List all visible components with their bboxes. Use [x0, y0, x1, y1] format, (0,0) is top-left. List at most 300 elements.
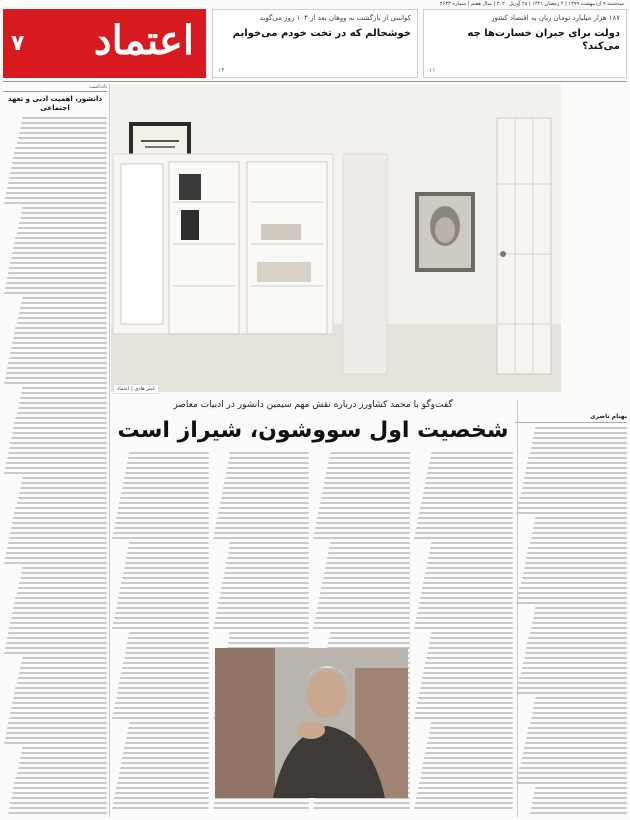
text-line	[317, 517, 410, 519]
text-line	[218, 512, 309, 514]
text-line	[421, 502, 513, 504]
text-line	[328, 642, 410, 644]
header-rule	[3, 81, 627, 82]
text-line	[113, 532, 209, 534]
text-line	[124, 657, 209, 659]
text-line	[11, 167, 107, 169]
text-line	[9, 627, 107, 629]
text-line	[14, 422, 107, 424]
text-line	[14, 242, 107, 244]
text-line	[20, 127, 107, 129]
text-line	[416, 707, 513, 709]
text-line	[531, 447, 627, 449]
text-line	[425, 482, 513, 484]
text-line	[22, 567, 107, 569]
text-line	[314, 532, 410, 534]
text-line	[528, 727, 627, 729]
text-line	[225, 477, 309, 479]
text-line	[525, 742, 627, 744]
text-line	[17, 772, 107, 774]
text-line	[229, 457, 310, 459]
text-line	[20, 217, 107, 219]
text-line	[423, 672, 513, 674]
interview-photo	[215, 648, 408, 798]
text-line	[8, 812, 107, 814]
text-line	[18, 587, 107, 589]
text-line	[533, 797, 627, 799]
text-line	[425, 662, 513, 664]
text-line	[532, 712, 627, 714]
text-line	[518, 772, 627, 774]
text-line	[428, 467, 513, 469]
text-line	[6, 192, 107, 194]
text-line	[21, 302, 107, 304]
text-line	[213, 537, 309, 539]
text-column	[413, 452, 513, 817]
text-line	[425, 572, 513, 574]
text-line	[128, 547, 209, 549]
text-line	[427, 652, 513, 654]
text-line	[525, 562, 627, 564]
text-line	[528, 457, 627, 459]
text-line	[527, 462, 627, 464]
text-line	[323, 577, 410, 579]
text-line	[329, 547, 410, 549]
text-line	[17, 592, 107, 594]
text-line	[123, 752, 209, 754]
text-line	[430, 637, 513, 639]
text-line	[7, 187, 107, 189]
text-line	[321, 497, 410, 499]
text-line	[424, 577, 513, 579]
text-line	[526, 467, 627, 469]
text-line	[115, 612, 209, 614]
text-line	[415, 532, 513, 534]
text-line	[421, 592, 513, 594]
text-line	[524, 567, 627, 569]
text-line	[428, 557, 513, 559]
text-line	[422, 497, 513, 499]
text-line	[327, 467, 410, 469]
author-name: بهنام ناصری	[515, 413, 627, 423]
text-line	[429, 642, 513, 644]
text-line	[127, 642, 209, 644]
text-line	[18, 317, 107, 319]
text-line	[216, 522, 309, 524]
teaser-page: ۱۱	[429, 67, 436, 74]
teaser-kicker: ۱۸۷ هزار میلیارد تومان زیان به اقتصاد کشور	[491, 14, 620, 22]
text-line	[115, 792, 209, 794]
text-line	[419, 692, 513, 694]
text-line	[125, 742, 209, 744]
text-line	[17, 682, 107, 684]
column-divider	[109, 84, 110, 817]
text-line	[117, 512, 209, 514]
text-line	[120, 677, 209, 679]
text-line	[530, 452, 627, 454]
text-line	[115, 522, 209, 524]
text-line	[19, 762, 107, 764]
text-line	[119, 502, 209, 504]
text-line	[12, 162, 107, 164]
text-line	[11, 437, 107, 439]
text-line	[324, 572, 410, 574]
text-line	[421, 772, 513, 774]
text-line	[221, 587, 309, 589]
teaser-kicker: کواسی از بازگشت به ووهان بعد از ۱۰۴ روز می‌گوید	[259, 14, 411, 22]
text-line	[419, 782, 513, 784]
text-line	[219, 507, 309, 509]
text-line	[122, 577, 209, 579]
text-line	[417, 792, 513, 794]
text-line	[428, 737, 513, 739]
text-line	[20, 307, 107, 309]
text-line	[522, 757, 627, 759]
text-line	[313, 627, 410, 629]
text-line	[127, 462, 209, 464]
text-line	[223, 487, 309, 489]
text-line	[119, 772, 209, 774]
text-line	[220, 592, 309, 594]
text-line	[516, 602, 627, 604]
text-line	[9, 537, 107, 539]
text-line	[530, 542, 627, 544]
text-line	[120, 587, 209, 589]
text-line	[124, 477, 209, 479]
text-line	[326, 472, 410, 474]
text-line	[427, 742, 513, 744]
text-line	[327, 557, 410, 559]
text-line	[14, 782, 107, 784]
text-line	[10, 172, 107, 174]
text-line	[423, 582, 513, 584]
text-line	[319, 597, 410, 599]
text-line	[225, 567, 309, 569]
text-line	[215, 527, 309, 529]
text-line	[5, 287, 107, 289]
text-line	[11, 797, 107, 799]
text-line	[128, 637, 209, 639]
text-line	[122, 487, 209, 489]
text-line	[126, 647, 209, 649]
text-line	[416, 527, 513, 529]
text-line	[427, 562, 513, 564]
text-line	[113, 622, 209, 624]
text-line	[218, 602, 309, 604]
text-line	[21, 122, 107, 124]
text-line	[415, 712, 513, 714]
text-line	[517, 597, 627, 599]
text-line	[524, 657, 627, 659]
text-line	[19, 582, 107, 584]
text-line	[18, 137, 107, 139]
column-title: دانشور، اهمیت ادبی و تعهد اجتماعی	[7, 95, 103, 113]
text-line	[317, 607, 410, 609]
text-line	[123, 482, 209, 484]
text-line	[222, 582, 309, 584]
text-line	[125, 652, 209, 654]
text-line	[423, 492, 513, 494]
text-line	[532, 532, 627, 534]
text-line	[229, 452, 309, 454]
text-line	[521, 762, 627, 764]
text-line	[222, 492, 309, 494]
text-line	[533, 707, 627, 709]
text-line	[10, 262, 107, 264]
text-line	[117, 602, 209, 604]
text-line	[6, 552, 107, 554]
text-line	[8, 272, 107, 274]
text-line	[4, 652, 107, 654]
text-line	[325, 477, 410, 479]
text-line	[421, 682, 513, 684]
text-line	[418, 517, 513, 519]
text-line	[12, 252, 107, 254]
text-line	[517, 687, 627, 689]
text-line	[19, 222, 107, 224]
room-illustration	[111, 84, 561, 392]
text-line	[314, 802, 410, 804]
text-line	[119, 682, 209, 684]
text-line	[15, 327, 107, 329]
text-line	[227, 467, 309, 469]
text-line	[12, 342, 107, 344]
text-line	[213, 807, 309, 809]
teaser-headline: دولت برای جبران خسارت‌ها چه می‌کند؟	[467, 28, 620, 52]
text-line	[14, 152, 107, 154]
text-line	[523, 572, 627, 574]
text-line	[19, 402, 107, 404]
text-line	[125, 472, 209, 474]
text-line	[214, 802, 309, 804]
text-line	[14, 602, 107, 604]
text-line	[422, 587, 513, 589]
text-line	[522, 577, 627, 579]
text-line	[18, 407, 107, 409]
text-line	[315, 527, 410, 529]
text-line	[531, 807, 627, 809]
text-line	[21, 662, 107, 664]
text-line	[420, 597, 513, 599]
text-line	[114, 707, 209, 709]
text-line	[229, 542, 309, 544]
text-line	[114, 797, 209, 799]
text-line	[21, 212, 107, 214]
text-line	[5, 647, 107, 649]
text-line	[214, 532, 309, 534]
text-line	[121, 582, 209, 584]
text-line	[7, 547, 107, 549]
text-line	[315, 617, 410, 619]
text-line	[526, 557, 627, 559]
text-line	[330, 452, 410, 454]
text-line	[316, 612, 410, 614]
text-line	[527, 642, 627, 644]
text-line	[20, 577, 107, 579]
text-line	[4, 562, 107, 564]
text-line	[21, 482, 107, 484]
text-line	[214, 622, 309, 624]
text-line	[223, 577, 309, 579]
text-line	[523, 482, 627, 484]
text-line	[533, 437, 627, 439]
masthead	[3, 9, 206, 78]
text-line	[414, 717, 513, 719]
text-line	[22, 477, 107, 479]
text-line	[224, 572, 309, 574]
text-line	[414, 807, 513, 809]
text-line	[112, 537, 209, 539]
text-line	[531, 537, 627, 539]
text-line	[128, 727, 209, 729]
text-line	[420, 777, 513, 779]
text-line	[114, 527, 209, 529]
text-line	[5, 377, 107, 379]
text-line	[6, 462, 107, 464]
text-line	[431, 542, 513, 544]
article-title: شخصیت اول سووشون، شیراز است	[117, 418, 509, 443]
text-line	[128, 457, 209, 459]
text-line	[21, 752, 107, 754]
text-line	[13, 157, 107, 159]
text-line	[534, 792, 627, 794]
text-line	[219, 597, 309, 599]
text-line	[426, 747, 513, 749]
text-line	[524, 477, 627, 479]
text-line	[11, 347, 107, 349]
text-line	[19, 132, 107, 134]
text-line	[13, 517, 107, 519]
text-line	[220, 502, 309, 504]
text-line	[518, 502, 627, 504]
text-line	[519, 767, 627, 769]
text-line	[418, 787, 513, 789]
text-line	[19, 492, 107, 494]
text-line	[329, 457, 410, 459]
text-line	[124, 747, 209, 749]
text-line	[325, 567, 410, 569]
text-line	[112, 807, 209, 809]
text-line	[532, 442, 627, 444]
text-line	[431, 452, 513, 454]
text-line	[9, 177, 107, 179]
text-line	[11, 527, 107, 529]
text-line	[215, 617, 309, 619]
teaser-economy[interactable]	[423, 9, 627, 78]
teaser-headline: خوشحالم که در تخت خودم می‌خوابم	[232, 28, 411, 39]
text-line	[528, 547, 627, 549]
text-line	[126, 557, 209, 559]
text-line	[229, 547, 310, 549]
text-line	[22, 297, 107, 299]
text-line	[15, 147, 107, 149]
text-line	[6, 282, 107, 284]
text-line	[430, 547, 513, 549]
text-line	[423, 762, 513, 764]
right-column	[515, 413, 627, 817]
text-line	[424, 487, 513, 489]
text-line	[14, 512, 107, 514]
text-line	[530, 812, 627, 814]
text-line	[521, 672, 627, 674]
text-line	[127, 552, 209, 554]
text-column	[111, 452, 209, 817]
text-line	[416, 797, 513, 799]
text-line	[5, 737, 107, 739]
text-line	[18, 677, 107, 679]
text-line	[9, 447, 107, 449]
text-line	[320, 592, 410, 594]
text-line	[116, 697, 209, 699]
text-line	[22, 657, 107, 659]
text-line	[213, 627, 309, 629]
text-line	[121, 672, 209, 674]
text-line	[129, 722, 209, 724]
text-line	[418, 607, 513, 609]
text-line	[528, 637, 627, 639]
column-divider	[517, 400, 518, 817]
text-line	[228, 552, 309, 554]
text-line	[18, 497, 107, 499]
text-line	[518, 592, 627, 594]
text-line	[322, 582, 410, 584]
text-line	[11, 257, 107, 259]
text-line	[416, 617, 513, 619]
text-line	[535, 607, 627, 609]
text-line	[118, 597, 209, 599]
text-line	[10, 712, 107, 714]
text-line	[9, 717, 107, 719]
text-line	[21, 392, 107, 394]
text-line	[430, 727, 513, 729]
text-line	[522, 667, 627, 669]
text-line	[116, 517, 209, 519]
text-line	[126, 737, 209, 739]
text-line	[420, 687, 513, 689]
text-line	[15, 597, 107, 599]
photo-credit: امیر هادی | اعتماد	[113, 384, 159, 394]
text-line	[323, 487, 410, 489]
text-line	[530, 722, 627, 724]
text-line	[422, 767, 513, 769]
text-line	[419, 512, 513, 514]
text-line	[7, 457, 107, 459]
text-line	[525, 472, 627, 474]
text-line	[9, 807, 107, 809]
text-line	[4, 472, 107, 474]
text-line	[8, 182, 107, 184]
text-line	[534, 612, 627, 614]
text-line	[316, 522, 410, 524]
text-line	[19, 312, 107, 314]
text-line	[527, 552, 627, 554]
text-line	[535, 787, 627, 789]
text-line	[7, 637, 107, 639]
teaser-wuhan[interactable]	[212, 9, 418, 78]
text-line	[129, 632, 209, 634]
text-line	[13, 697, 107, 699]
text-line	[19, 672, 107, 674]
text-line	[533, 527, 627, 529]
text-line	[124, 567, 209, 569]
text-line	[417, 612, 513, 614]
text-line	[330, 542, 410, 544]
text-line	[417, 702, 513, 704]
text-line	[229, 637, 310, 639]
text-line	[224, 482, 309, 484]
text-line	[8, 362, 107, 364]
text-line	[14, 332, 107, 334]
